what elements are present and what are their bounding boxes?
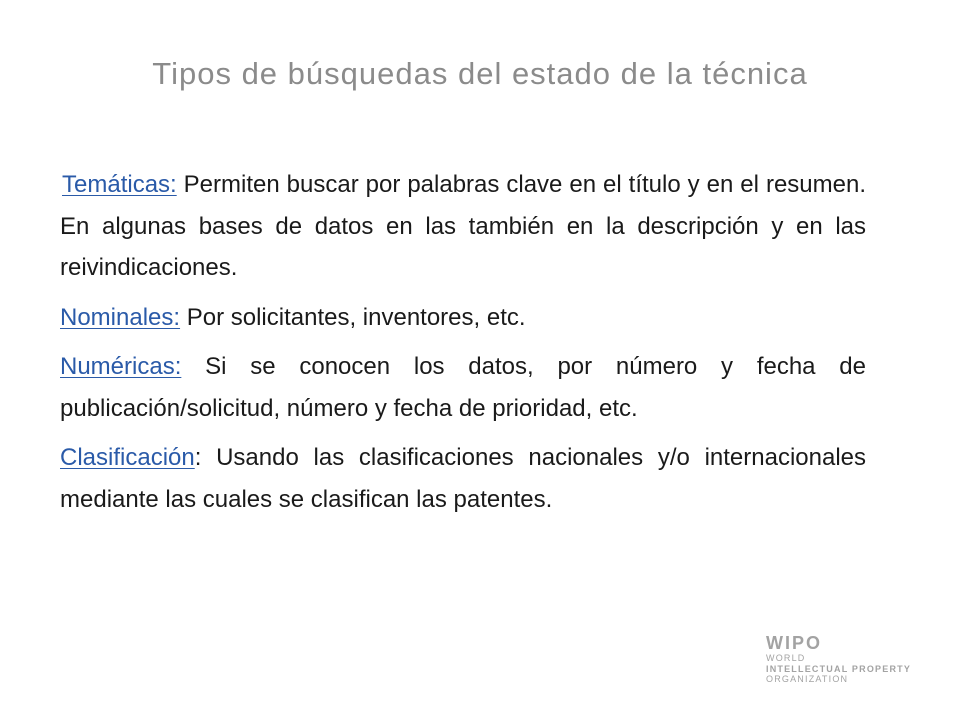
- list-item: [60, 437, 866, 520]
- item-description: Por solicitantes, inventores, etc.: [180, 303, 526, 331]
- list-item: [60, 346, 866, 429]
- term-link-clasificacion[interactable]: Clasificación: [60, 444, 195, 471]
- term-link-numericas[interactable]: Numéricas:: [60, 353, 182, 380]
- list-item: [60, 164, 866, 289]
- term-link-tematicas[interactable]: Temáticas:: [62, 171, 177, 198]
- logo-line-intellectual-property: INTELLECTUAL PROPERTY: [766, 663, 912, 674]
- logo-wordmark: WIPO: [766, 633, 822, 653]
- list-item: [60, 297, 866, 339]
- item-description: Si se conocen los datos, por número y fecha de publicación/solicitud, número y fecha de prioridad, etc.: [60, 353, 866, 422]
- term-link-nominales[interactable]: Nominales:: [60, 303, 181, 331]
- wipo-logo: [766, 633, 936, 693]
- slide-body: [60, 164, 866, 528]
- item-description: : Usando las clasificaciones nacionales y/o internacionales mediante las cuales se clasifican las patentes.: [60, 444, 866, 513]
- logo-line-organization: ORGANIZATION: [766, 674, 849, 684]
- slide-title: Tipos de búsquedas del estado de la técnica: [152, 56, 808, 91]
- item-description: Permiten buscar por palabras clave en el título y en el resumen. En algunas bases de datos en las también en la descripción y en las reivindicaciones.: [60, 171, 866, 281]
- logo-line-world: WORLD: [766, 653, 806, 663]
